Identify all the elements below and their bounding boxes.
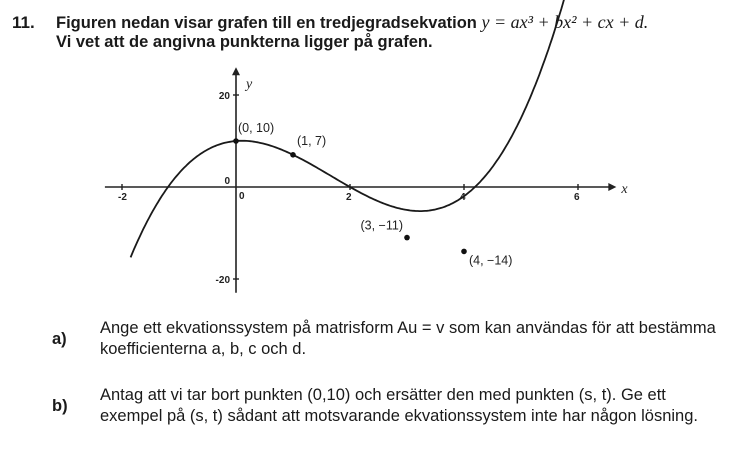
point-label: (3, −11) (360, 218, 403, 233)
y-axis-arrow (232, 67, 240, 75)
question-number: 11. (12, 13, 35, 32)
origin-label: 0 (239, 191, 245, 202)
question-line-1-text: Figuren nedan visar grafen till en tredjegradsekvation (56, 14, 477, 32)
x-tick-label: 4 (460, 192, 466, 203)
x-tick-label: 6 (574, 192, 580, 203)
y-tick-label: -20 (215, 275, 230, 286)
part-b-text: Antag att vi tar bort punkten (0,10) och ersätter den med punkten (s, t). Ge ett exempel på (s, t) sådant att motsvarande ekvationssystem inte har någon lösning. (100, 386, 698, 425)
y-tick-label: 20 (218, 91, 230, 102)
equation: y = ax³ + bx² + cx + d. (481, 12, 649, 32)
x-tick-label: -2 (118, 192, 127, 203)
x-axis-arrow (608, 183, 616, 191)
point-label: (0, 10) (238, 121, 275, 135)
cubic-curve (131, 0, 573, 257)
graph-point (404, 235, 410, 241)
x-tick-label: 2 (346, 192, 352, 203)
point-label: (1, 7) (297, 133, 327, 148)
graph-point (290, 152, 296, 158)
x-axis-label: x (621, 182, 628, 197)
part-b-label: b) (52, 397, 68, 415)
graph-point (461, 249, 467, 255)
y-axis-label: y (246, 77, 253, 93)
question-line-2: Vi vet att de angivna punkterna ligger på grafen. (56, 33, 433, 51)
part-a-text: Ange ett ekvationssystem på matrisform Au = v som kan användas för att bestämma koefficienterna a, b, c och d. (100, 319, 716, 358)
y-tick-label: 0 (224, 176, 230, 187)
graph-point (233, 138, 239, 144)
part-a-label: a) (52, 330, 67, 348)
graph-points (233, 121, 512, 267)
point-label: (4, −14) (469, 253, 513, 268)
